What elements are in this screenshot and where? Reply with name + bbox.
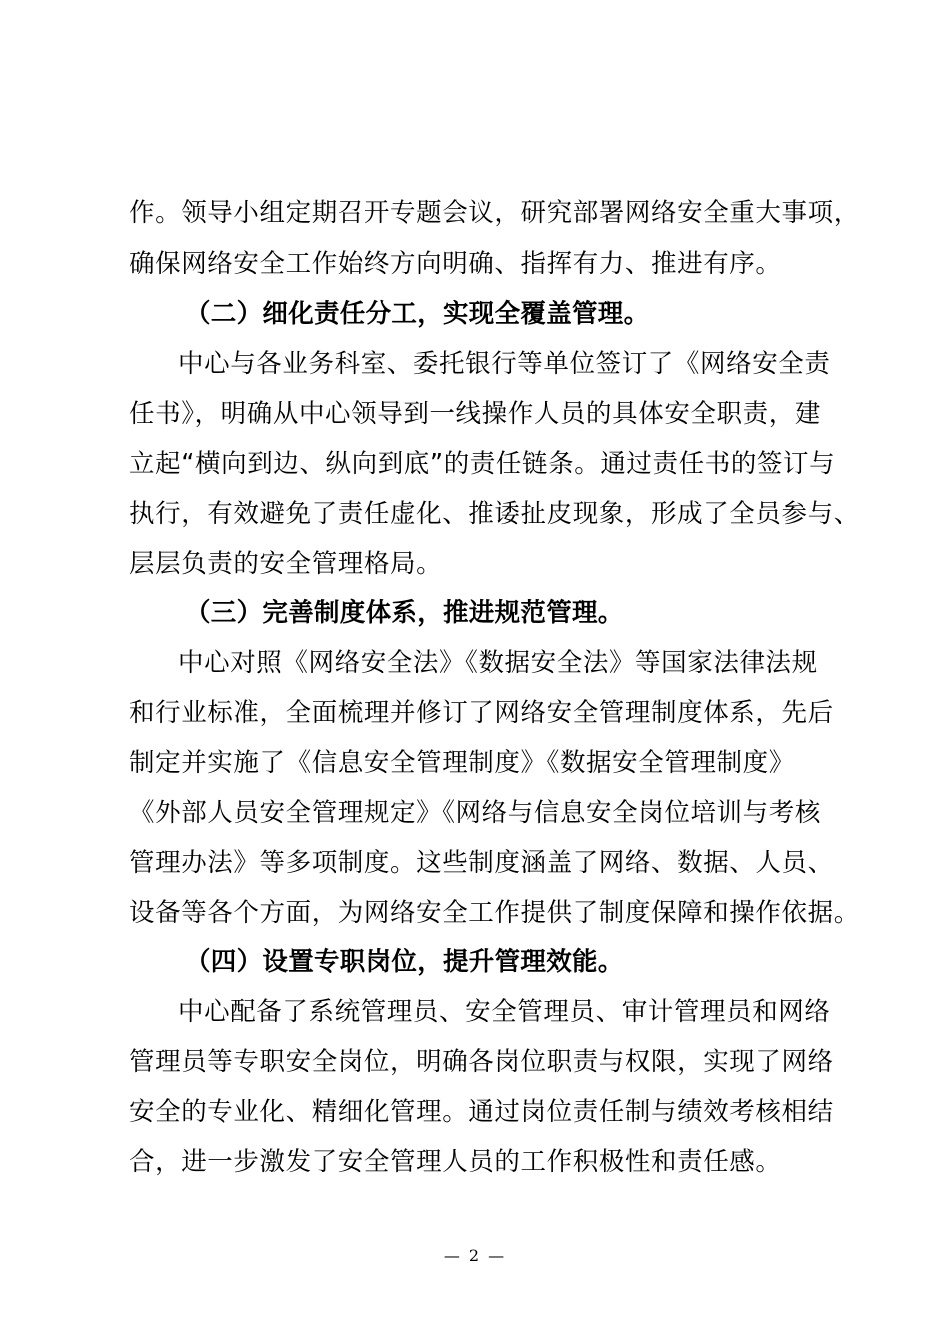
body-line: 中心对照《网络安全法》《数据安全法》等国家法律法规	[178, 648, 818, 678]
body-line: 作。领导小组定期召开专题会议，研究部署网络安全重大事项，	[129, 198, 860, 228]
body-line: 设备等各个方面，为网络安全工作提供了制度保障和操作依据。	[129, 898, 860, 928]
page-number: — 2 —	[443, 1246, 507, 1265]
section-heading: （三）完善制度体系，推进规范管理。	[185, 598, 624, 628]
section-heading: （四）设置专职岗位，提升管理效能。	[185, 947, 624, 977]
body-line: 任书》，明确从中心领导到一线操作人员的具体安全职责，建	[129, 399, 821, 429]
body-line: 合，进一步激发了安全管理人员的工作积极性和责任感。	[129, 1147, 782, 1177]
body-line: 管理办法》等多项制度。这些制度涵盖了网络、数据、人员、	[129, 848, 834, 878]
body-line: 执行，有效避免了责任虚化、推诿扯皮现象，形成了全员参与、	[129, 499, 860, 529]
body-line: 中心配备了系统管理员、安全管理员、审计管理员和网络	[178, 997, 831, 1027]
body-line: 安全的专业化、精细化管理。通过岗位责任制与绩效考核相结	[129, 1097, 834, 1127]
body-line: 制定并实施了《信息安全管理制度》《数据安全管理制度》	[129, 748, 795, 778]
section-heading: （二）细化责任分工，实现全覆盖管理。	[185, 299, 650, 329]
body-line: 管理员等专职安全岗位，明确各岗位职责与权限，实现了网络	[129, 1047, 834, 1077]
body-line: 层层负责的安全管理格局。	[129, 549, 443, 579]
body-line: 确保网络安全工作始终方向明确、指挥有力、推进有序。	[129, 249, 782, 279]
body-line: 中心与各业务科室、委托银行等单位签订了《网络安全责	[178, 349, 831, 379]
body-line: 立起“横向到边、纵向到底”的责任链条。通过责任书的签订与	[129, 449, 836, 479]
body-line: 和行业标准，全面梳理并修订了网络安全管理制度体系，先后	[129, 698, 834, 728]
body-line: 《外部人员安全管理规定》《网络与信息安全岗位培训与考核	[129, 798, 821, 828]
